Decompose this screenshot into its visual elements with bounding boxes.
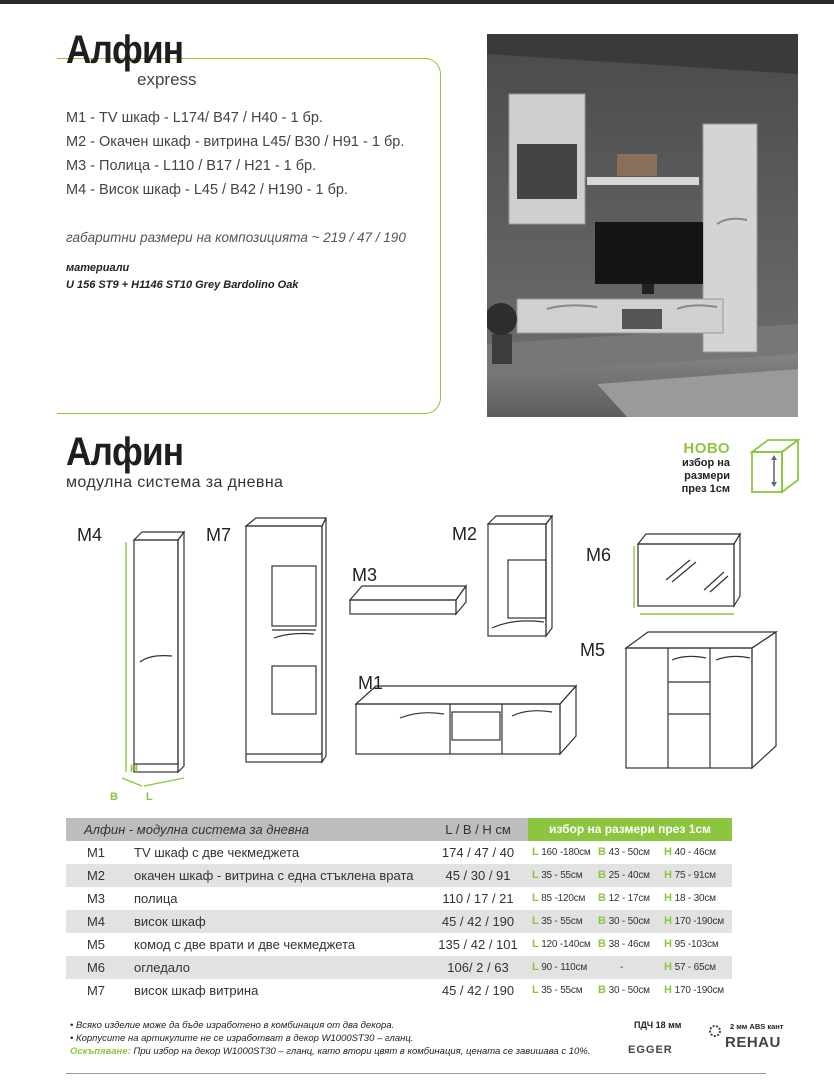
footnotes (70, 1019, 590, 1058)
row-name: окачен шкаф - витрина с една стъклена врата (134, 868, 414, 883)
partner-logos (610, 1020, 800, 1060)
section-title: Алфин (66, 430, 184, 474)
module-label-m7: M7 (206, 525, 232, 545)
spec-item: М1 - TV шкаф - L174/ B47 / H40 - 1 бр. (66, 110, 323, 126)
dimension-l-label: L (146, 791, 153, 803)
size-option-letter: L (532, 915, 542, 927)
row-dims: 174 / 47 / 40 (441, 845, 515, 860)
module-label-m6: M6 (586, 545, 612, 565)
row-size-options (532, 864, 732, 887)
size-option-letter: L (532, 869, 542, 881)
pdch-label: ПДЧ 18 мм (634, 1020, 682, 1030)
size-option-l (532, 933, 591, 956)
size-option-value: 170 -190см (674, 985, 724, 996)
row-code: М1 (86, 845, 106, 860)
module-m1-drawing (356, 686, 576, 754)
size-option-letter: B (598, 846, 609, 858)
dimension-b-label: B (110, 791, 118, 803)
new-badge-title: НОВО (683, 440, 730, 457)
size-option-letter: H (664, 846, 675, 858)
row-dims: 45 / 42 / 190 (441, 983, 515, 998)
table-header-options: избор на размери през 1см (528, 818, 732, 841)
row-dims: 45 / 30 / 91 (445, 868, 511, 883)
row-name: висок шкаф (134, 914, 206, 929)
size-option-letter: H (664, 869, 675, 881)
size-option-l (532, 864, 582, 887)
table-row (66, 910, 732, 933)
rehau-logo: REHAU (725, 1034, 781, 1051)
size-option-b (620, 956, 623, 979)
size-option-b (598, 864, 650, 887)
size-option-b (598, 933, 650, 956)
size-option-value: 38 - 46см (608, 939, 650, 950)
size-option-value: 18 - 30см (674, 893, 716, 904)
spec-item: М2 - Окачен шкаф - витрина L45/ B30 / H91 - 1 бр. (66, 134, 405, 150)
size-option-b (598, 841, 650, 864)
size-option-letter: H (664, 961, 675, 973)
row-name: TV шкаф с две чекмеджета (134, 845, 300, 860)
size-option-value: 43 - 50см (608, 847, 650, 858)
new-badge (640, 440, 730, 496)
table-header-name: Алфин - модулна система за дневна (84, 822, 310, 837)
module-m6-drawing (638, 534, 740, 606)
table-row (66, 933, 732, 956)
size-option-value: 95 -103см (674, 939, 719, 950)
size-option-h (664, 887, 716, 910)
row-size-options (532, 910, 732, 933)
footnote-warning (70, 1045, 590, 1058)
size-option-value: 160 -180см (541, 847, 591, 858)
row-dims: 110 / 17 / 21 (442, 891, 514, 906)
spec-list (66, 106, 404, 202)
table-row (66, 887, 732, 910)
module-label-m5: M5 (580, 640, 606, 660)
size-option-value: 25 - 40см (608, 870, 650, 881)
module-m7-drawing (246, 518, 326, 762)
row-size-options (532, 979, 732, 1002)
size-option-h (664, 933, 719, 956)
warning-label: Оскъпяване: (70, 1046, 131, 1057)
size-option-l (532, 956, 587, 979)
size-option-letter: L (532, 984, 542, 996)
module-m3-drawing (350, 586, 466, 614)
size-option-h (664, 979, 724, 1002)
gear-icon (708, 1024, 722, 1038)
spec-item: М3 - Полица - L110 / B17 / H21 - 1 бр. (66, 158, 317, 174)
module-label-m4: M4 (77, 525, 103, 545)
footnote: • Всяко изделие може да бъде изработено в комбинация от два декора. (70, 1020, 395, 1031)
row-name: огледало (134, 960, 190, 975)
size-option-value: 30 - 50см (608, 916, 650, 927)
new-badge-line: размери (684, 470, 730, 482)
row-dims: 135 / 42 / 101 (438, 937, 518, 952)
row-code: М7 (86, 983, 106, 998)
room-photo (487, 34, 798, 417)
size-option-letter: B (598, 892, 609, 904)
row-size-options (532, 841, 732, 864)
row-name: комод с две врати и две чекмеджета (134, 937, 356, 952)
size-option-letter: L (532, 892, 542, 904)
size-option-letter: H (664, 938, 675, 950)
size-option-letter: H (664, 892, 675, 904)
module-m5-drawing (626, 632, 776, 768)
size-option-letter: B (598, 984, 609, 996)
table-header (66, 818, 732, 841)
size-option-l (532, 841, 591, 864)
dimension-h-label: H (130, 763, 138, 775)
size-option-value: 35 - 55см (541, 870, 583, 881)
row-code: М4 (86, 914, 106, 929)
materials-label: материали (66, 262, 130, 274)
row-size-options (532, 956, 732, 979)
size-option-letter: L (532, 938, 542, 950)
size-option-value: 35 - 55см (541, 985, 583, 996)
row-dims: 45 / 42 / 190 (441, 914, 515, 929)
size-option-h (664, 910, 724, 933)
size-option-value: 75 - 91см (674, 870, 716, 881)
size-option-value: 85 -120см (541, 893, 586, 904)
size-option-letter: L (532, 961, 542, 973)
room-photo-illustration (487, 34, 798, 417)
table-row (66, 979, 732, 1002)
row-code: М6 (86, 960, 106, 975)
row-size-options (532, 933, 732, 956)
overall-dimensions: габаритни размери на композицията ~ 219 / 47 / 190 (66, 230, 406, 245)
row-code: М3 (86, 891, 106, 906)
row-code: М5 (86, 937, 106, 952)
size-option-value: 90 - 110см (541, 962, 588, 973)
table-row (66, 864, 732, 887)
row-name: висок шкаф витрина (134, 983, 259, 998)
module-label-m3: M3 (352, 565, 378, 585)
bottom-rule (66, 1073, 766, 1074)
size-option-h (664, 956, 716, 979)
module-m4-drawing (134, 532, 184, 772)
size-option-value: 120 -140см (541, 939, 591, 950)
size-option-l (532, 887, 585, 910)
cube-icon (746, 436, 802, 496)
size-option-letter: H (664, 915, 675, 927)
table-row (66, 841, 732, 864)
brand-title: Алфин (66, 28, 184, 72)
module-m2-drawing (488, 516, 552, 636)
module-label-m1: M1 (358, 673, 384, 693)
size-option-l (532, 910, 582, 933)
brand-subtitle: express (137, 70, 197, 89)
footnote: • Корпусите на артикулите не се изработват в декор W1000ST30 – гланц. (70, 1033, 414, 1044)
size-option-letter: B (598, 869, 609, 881)
row-size-options (532, 887, 732, 910)
row-code: М2 (86, 868, 106, 883)
size-option-b (598, 887, 650, 910)
new-badge-line: избор на (681, 457, 730, 469)
module-label-m2: M2 (452, 524, 478, 544)
table-row (66, 956, 732, 979)
size-option-value: 30 - 50см (608, 985, 650, 996)
size-option-value: 40 - 46см (674, 847, 716, 858)
size-option-letter: L (532, 846, 542, 858)
modules-drawing (60, 510, 780, 810)
materials-value: U 156 ST9 + H1146 ST10 Grey Bardolino Oak (66, 279, 299, 291)
section-subtitle: модулна система за дневна (66, 474, 284, 491)
row-name: полица (134, 891, 178, 906)
egger-logo: EGGER (628, 1044, 673, 1056)
size-option-letter: B (598, 938, 609, 950)
new-badge-line: през 1см (681, 483, 730, 495)
size-option-value: - (620, 962, 624, 973)
size-option-value: 57 - 65см (674, 962, 716, 973)
size-option-value: 12 - 17см (608, 893, 650, 904)
size-option-h (664, 841, 716, 864)
table-header-dims: L / B / H cм (445, 822, 511, 837)
size-option-h (664, 864, 716, 887)
spec-item: М4 - Висок шкаф - L45 / B42 / H190 - 1 бр. (66, 182, 349, 198)
size-option-b (598, 979, 650, 1002)
size-option-value: 35 - 55см (541, 916, 583, 927)
row-dims: 106/ 2 / 63 (447, 960, 509, 975)
top-rule (0, 0, 834, 4)
size-option-letter: B (598, 915, 609, 927)
abs-edge-label: 2 мм ABS кант (730, 1022, 784, 1031)
size-option-letter: H (664, 984, 675, 996)
size-option-l (532, 979, 582, 1002)
warning-text: При избор на декор W1000ST30 – гланц, като втори цвят в комбинация, цената се завишава с 10%. (130, 1046, 591, 1057)
size-option-value: 170 -190см (674, 916, 724, 927)
size-option-b (598, 910, 650, 933)
